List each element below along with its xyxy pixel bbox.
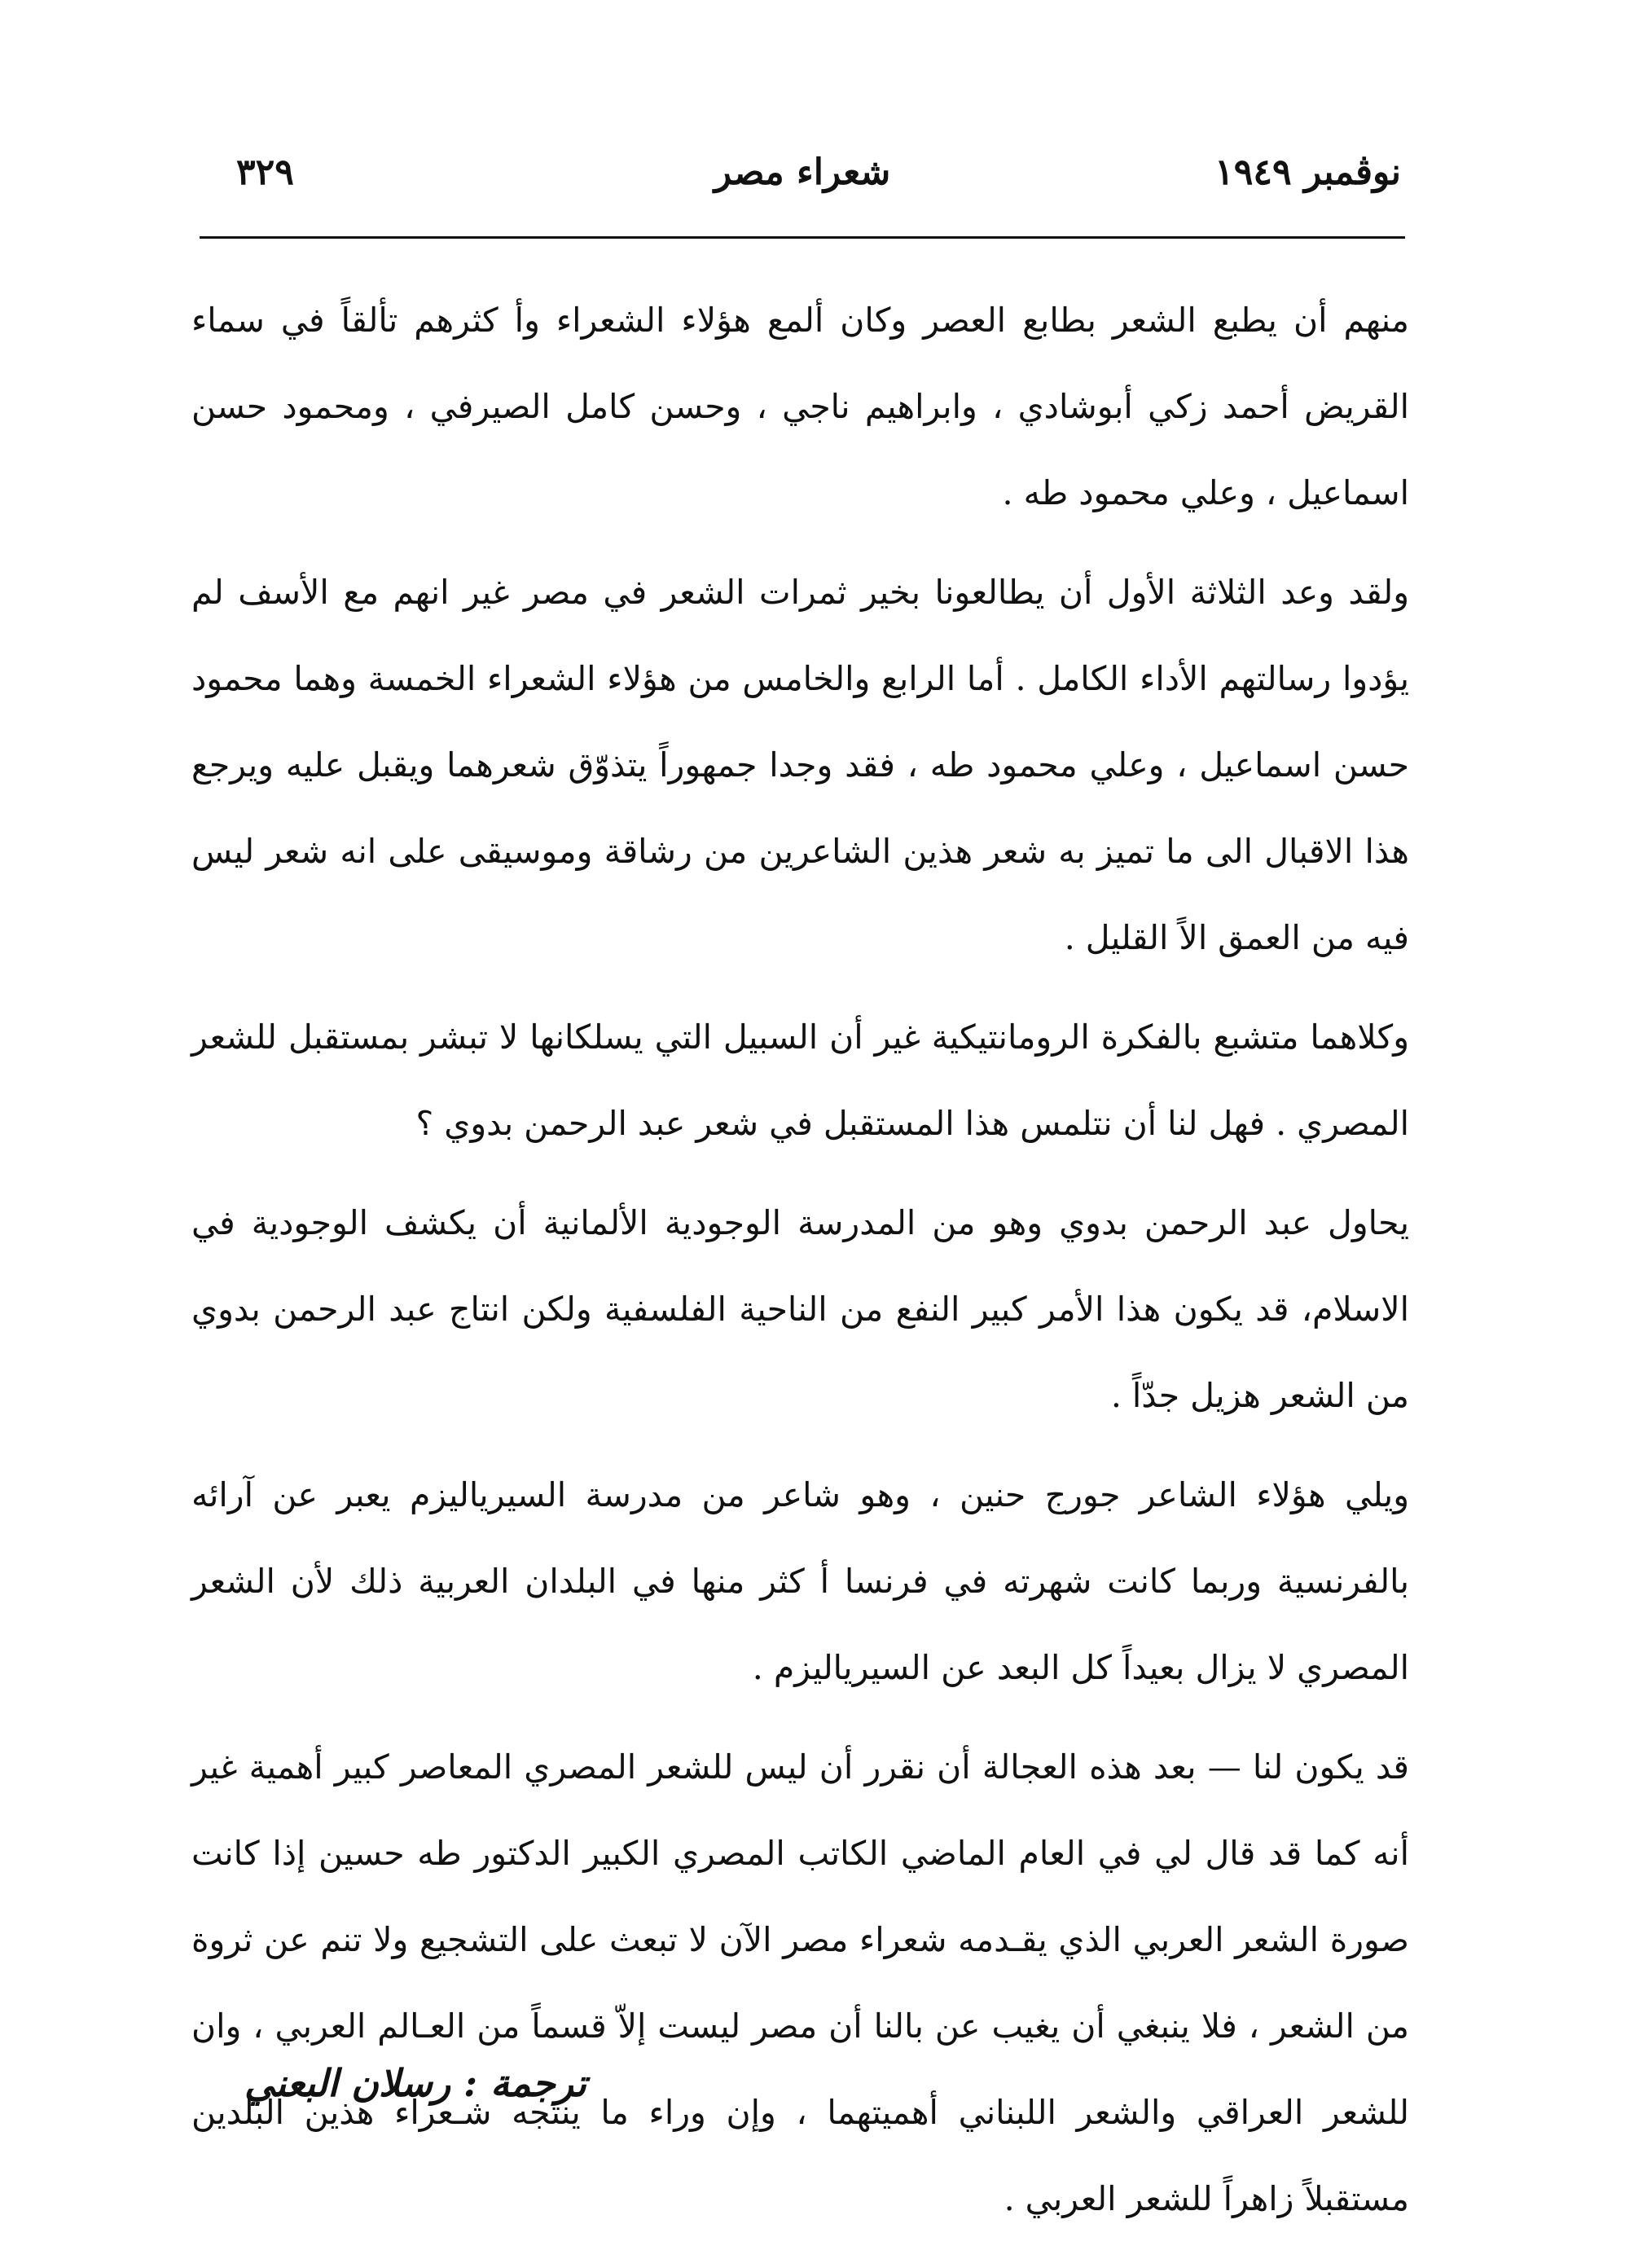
article-body: [191, 277, 1409, 2255]
header-date: نوڤمبر ١٩٤٩: [1214, 152, 1401, 193]
page-header: [204, 152, 1401, 217]
header-divider: [200, 236, 1405, 239]
header-page-number: ٣٢٩: [236, 152, 294, 193]
paragraph: يحاول عبد الرحمن بدوي وهو من المدرسة الوجودية الألمانية أن يكشف الوجودية في الاسلام، قد يكون هذا الأمر كبير النفع من الناحية الفلسفية ولكن انتاج عبد الرحمن بدوي من الشعر هزيل جدّاً .: [191, 1203, 1409, 1415]
paragraph: ولقد وعد الثلاثة الأول أن يطالعونا بخير ثمرات الشعر في مصر غير انهم مع الأسف لم يؤدوا رسالتهم الأداء الكامل . أما الرابع والخامس من هؤلاء الشعراء الخمسة وهما محمود حسن اسماعيل ، وعلي محمود طه ، فقد وجدا جمهوراً يتذوّق شعرهما ويقبل عليه ويرجع هذا الاقبال الى ما تميز به شعر هذين الشاعرين من رشاقة وموسيقى على انه شعر ليس فيه من العمق الاً القليل .: [191, 573, 1409, 957]
paragraph: قد يكون لنا — بعد هذه العجالة أن نقرر أن ليس للشعر المصري المعاصر كبير أهمية غير أنه كما قد قال لي في العام الماضي الكاتب المصري الكبير الدكتور طه حسين إذا كانت صورة الشعر العربي الذي يقـدمه شعراء مصر الآن لا تبعث على التشجيع ولا تنم عن ثروة من الشعر ، فلا ينبغي أن يغيب عن بالنا أن مصر ليست إلاّ قسماً من العـالم العربي ، وان للشعر العراقي والشعر اللبناني أهميتهما ، وإن وراء ما ينتجه شـعراء هذين البلدين مستقبلاً زاهراً للشعر العربي .: [191, 1747, 1409, 2218]
paragraph: ويلي هؤلاء الشاعر جورج حنين ، وهو شاعر من مدرسة السيرياليزم يعبر عن آرائه بالفرنسية وربما كانت شهرته في فرنسا أ كثر منها في البلدان العربية ذلك لأن الشعر المصري لا يزال بعيداً كل البعد عن السيرياليزم .: [191, 1475, 1409, 1687]
paragraph: منهم أن يطبع الشعر بطابع العصر وكان ألمع هؤلاء الشعراء وأ كثرهم تألقاً في سماء القريض أحمد زكي أبوشادي ، وابراهيم ناجي ، وحسن كامل الصيرفي ، ومحمود حسن اسماعيل ، وعلي محمود طه .: [191, 301, 1409, 512]
header-title: شعراء مصر: [714, 152, 891, 193]
translator-signature: ترجمة : رسلان البعني: [244, 2061, 586, 2105]
paragraph: وكلاهما متشبع بالفكرة الرومانتيكية غير أن السبيل التي يسلكانها لا تبشر بمستقبل للشعر المصري . فهل لنا أن نتلمس هذا المستقبل في شعر عبد الرحمن بدوي ؟: [191, 1018, 1409, 1143]
